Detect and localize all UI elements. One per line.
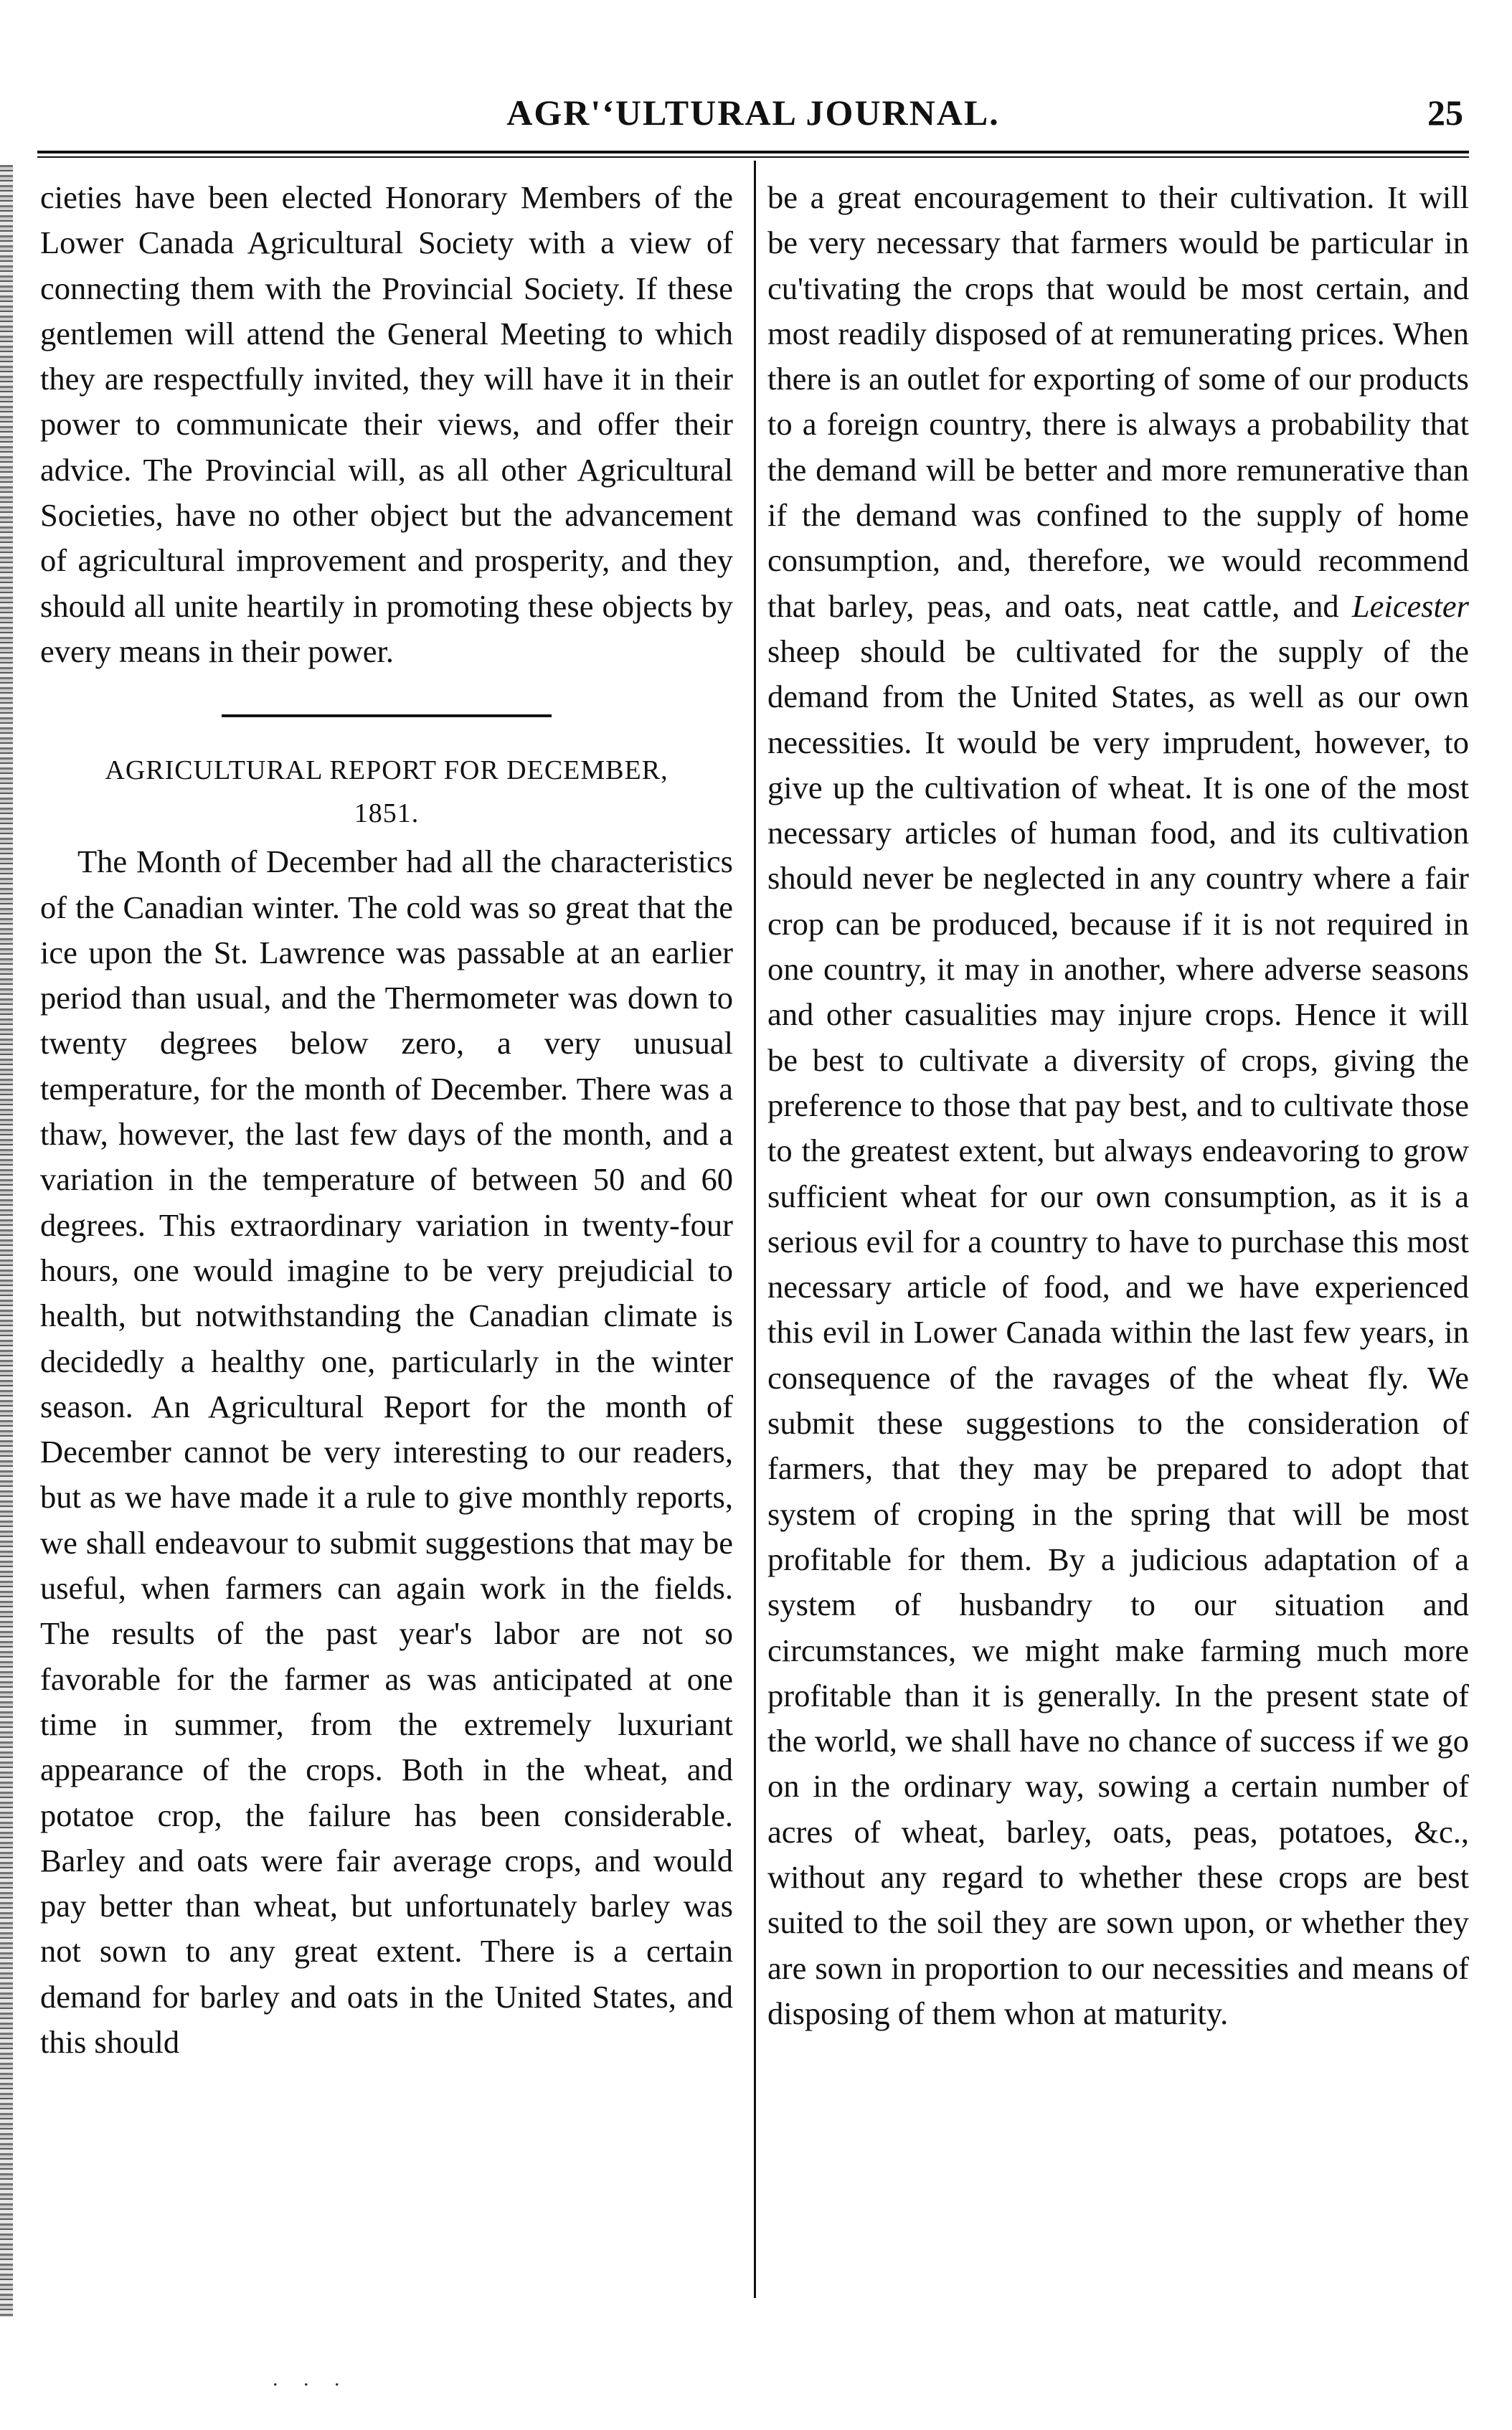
section-title: AGRICULTURAL REPORT FOR DECEMBER, xyxy=(105,755,668,786)
report-paragraph: The Month of December had all the characteristics of the Canadian winter. The cold was so great that the ice upon the St. Lawrence was passable at an earlier period than usual, and the Thermometer was down to twenty degrees below zero, a very unusual temperature, for the month of December. There was a thaw, however, the last few days of the month, and a variation in the temperature of between 50 and 60 degrees. This extraordinary variation in twenty-four hours, one would imagine to be very prejudicial to health, but notwithstanding the Canadian climate is decidedly a healthy one, particularly in the winter season. An Agricultural Report for the month of December cannot be very interesting to our readers, but as we have made it a rule to give monthly reports, we shall endeavour to submit suggestions that may be useful, when farmers can again work in the fields. The results of the past year's labor are not so favorable for the farmer as was anticipated at one time in summer, from the extremely luxuriant appearance of the crops. Both in the wheat, and potatoe crop, the failure has been considerable. Barley and oats were fair average crops, and would pay better than wheat, but unfortunately barley was not sown to any great extent. There is a certain demand for barley and oats in the United States, and this should xyxy=(40,843,733,2060)
page-number: 25 xyxy=(1427,93,1463,133)
header-rule xyxy=(37,151,1469,158)
right-column xyxy=(767,175,1469,2036)
column-divider xyxy=(754,161,756,2298)
running-title: AGR'‘ULTURAL JOURNAL. xyxy=(506,93,1000,133)
text-after-italic: sheep should be cultivated for the supply of the demand from the United States, as well as our own necessities. It would be very imprudent, however, to give up the cultivation of wheat. It is one of the most necessary articles of human food, and its cultivation should never be neglected in any country where a fair crop can be produced, because if it is not required in one country, it may in another, where adverse seasons and other casualities may injure crops. Hence it will be best to cultivate a diversity of crops, giving the preference to those that pay best, and to cultivate those to the greatest extent, but always endeavoring to grow sufficient wheat for our own consumption, as it is a serious evil for a country to have to purchase this most necessary article of food, and we have experienced this evil in Lower Canada within the last few years, in consequence of the ravages of the wheat fly. We submit these suggestions to the consideration of farmers, that they may be prepared to adopt that system of croping in the spring that will be most profitable for them. By a judicious adaptation of a system of husbandry to our situation and circumstances, we might make farming much more profitable than it is generally. In the present state of the world, we shall have no chance of success if we go on in the ordinary way, sowing a certain number of acres of wheat, barley, oats, peas, potatoes, &c., without any regard to whether these crops are best suited to the soil they are sown upon, or whether they are sown in proportion to our necessities and means of disposing of them whon at maturity. xyxy=(767,633,1469,2031)
italic-word: Leicester xyxy=(1351,587,1469,624)
text-before-italic: be a great encouragement to their cultivation. It will be very necessary that farmers would be particular in cu'tivating the crops that would be most certain, and most readily disposed of at remunerating prices. When there is an outlet for exporting of some of our products to a foreign country, there is always a probability that the demand will be better and more remunerative than if the demand was confined to the supply of home consumption, and, therefore, we would recommend that barley, peas, and oats, neat cattle, and xyxy=(767,179,1469,624)
bottom-print-marks: . . . xyxy=(273,2367,350,2391)
continuation-paragraph: cieties have been elected Honorary Members of the Lower Canada Agricultural Society with a view of connecting them with the Provincial Society. If these gentlemen will attend the General Meeting to which they are respectfully invited, they will have it in their power to communicate their views, and offer their advice. The Provincial will, as all other Agricultural Societies, have no other object but the advancement of agricultural improvement and prosperity, and they should all unite heartily in promoting these objects by every means in their power. xyxy=(40,179,733,669)
left-column xyxy=(40,175,733,2065)
right-column-paragraph xyxy=(767,175,1469,2036)
section-year: 1851. xyxy=(354,798,420,829)
section-heading xyxy=(40,749,733,835)
section-separator-rule xyxy=(222,714,552,717)
page-header xyxy=(43,92,1463,142)
page-binding-edge xyxy=(0,165,13,2317)
